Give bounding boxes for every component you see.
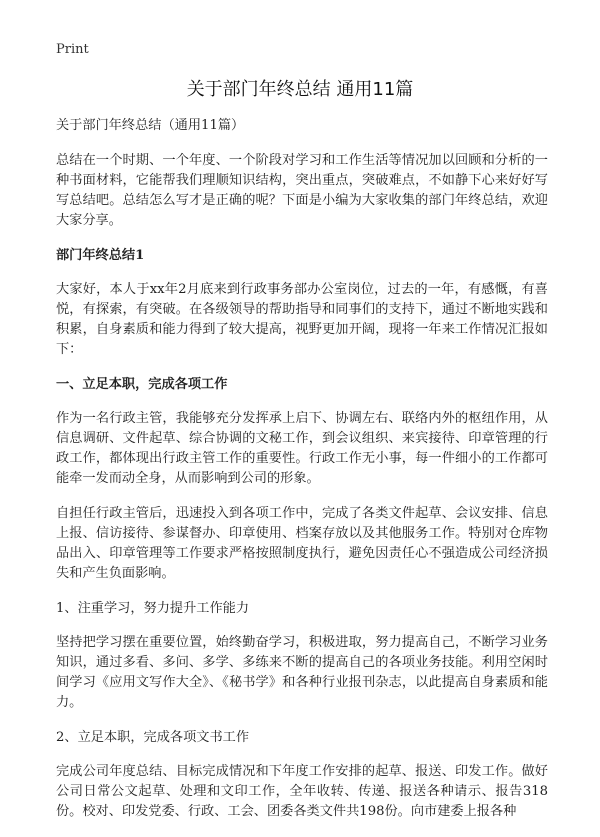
part-heading: 一、立足本职，完成各项工作 [56, 377, 228, 392]
document-subtitle: 关于部门年终总结（通用11篇） [56, 118, 245, 133]
document-body [56, 116, 548, 837]
subsection-paragraph-2: 完成公司年度总结、目标完成情况和下年度工作安排的起草、报送、印发工作。做好公司日常公文起草、处理和文印工作，全年收转、传递、报送各种请示、报告318份。校对、印发党委、行政、工会、团委各类文件共198份。向市建委上报各种 [56, 764, 548, 819]
page-title: 关于部门年终总结 通用11篇 [186, 79, 414, 100]
subsection-heading-1: 1、注重学习，努力提升工作能力 [56, 601, 250, 616]
intro-paragraph: 总结在一个时期、一个年度、一个阶段对学习和工作生活等情况加以回顾和分析的一种书面材料，它能帮我们理顺知识结构，突出重点，突破难点，不如静下心来好好写写总结吧。总结怎么写才是正确的呢？下面是小编为大家收集的部门年终总结，欢迎大家分享。 [56, 153, 548, 228]
print-label[interactable]: Print [56, 42, 89, 57]
subsection-heading-2: 2、立足本职，完成各项文书工作 [56, 730, 250, 745]
subsection-paragraph-1: 坚持把学习摆在重要位置，始终勤奋学习，积极进取，努力提高自己，不断学习业务知识，通过多看、多问、多学、多练来不断的提高自己的各项业务技能。利用空闲时间学习《应用文写作大全》、《秘书学》和各种行业报刊杂志，以此提高自身素质和能力。 [56, 635, 548, 710]
part-paragraph-1: 作为一名行政主管，我能够充分发挥承上启下、协调左右、联络内外的枢纽作用，从信息调研、文件起草、综合协调的文秘工作，到会议组织、来宾接待、印章管理的行政工作，都体现出行政主管工作的重要性。行政工作无小事，每一件细小的工作都可能牵一发而动全身，从而影响到公司的形象。 [56, 411, 548, 486]
part-paragraph-2: 自担任行政主管后，迅速投入到各项工作中，完成了各类文件起草、会议安排、信息上报、信访接待、参谋督办、印章使用、档案存放以及其他服务工作。特别对仓库物品出入、印章管理等工作要求严格按照制度执行，避免因责任心不强造成公司经济损失和产生负面影响。 [56, 506, 548, 581]
section-paragraph: 大家好，本人于xx年2月底来到行政事务部办公室岗位，过去的一年，有感慨，有喜悦，有探索，有突破。在各级领导的帮助指导和同事们的支持下，通过不断地实践和积累，自身素质和能力得到了较大提高，视野更加开阔，现将一年来工作情况汇报如下： [56, 282, 548, 357]
section-heading: 部门年终总结1 [56, 248, 145, 263]
